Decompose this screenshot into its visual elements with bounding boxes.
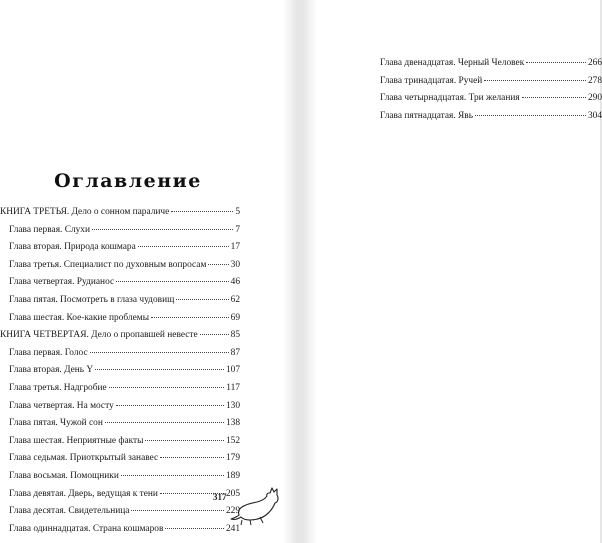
toc-entry-title: Глава тринадцатая. Ручей bbox=[380, 75, 483, 86]
toc-page-number: 152 bbox=[225, 435, 240, 446]
left-page bbox=[0, 0, 297, 543]
toc-chapter-entry bbox=[0, 274, 240, 292]
toc-entry-title: Глава пятая. Чужой сон bbox=[9, 418, 103, 429]
toc-chapter-entry bbox=[0, 380, 240, 398]
toc-entry-title: Глава третья. Надгробие bbox=[9, 382, 107, 393]
toc-entry-title: Глава четвертая. Рудианос bbox=[9, 277, 115, 288]
dot-leader bbox=[92, 229, 233, 230]
toc-entry-title: Глава вторая. Природа кошмара bbox=[9, 242, 136, 253]
toc-page-number: 290 bbox=[587, 93, 602, 104]
toc-entry-title: Глава седьмая. Приоткрытый занавес bbox=[9, 453, 159, 464]
dot-leader bbox=[121, 475, 224, 476]
toc-chapter-entry bbox=[0, 292, 240, 310]
dot-leader bbox=[200, 334, 229, 335]
toc-entry-title: Глава девятая. Дверь, ведущая к тени bbox=[9, 488, 158, 499]
dot-leader bbox=[176, 299, 228, 300]
toc-entry-title: Глава третья. Специалист по духовным вопросам bbox=[9, 259, 207, 270]
toc-entry-title: Глава пятнадцатая. Явь bbox=[380, 110, 473, 121]
dot-leader bbox=[95, 369, 224, 370]
toc-page-number: 266 bbox=[587, 58, 602, 68]
gutter-shadow bbox=[283, 0, 297, 543]
toc-entry-title: Глава восьмая. Помощники bbox=[9, 470, 119, 481]
dot-leader bbox=[484, 80, 586, 81]
toc-entry-title: Глава первая. Слухи bbox=[9, 224, 91, 235]
toc-chapter-entry bbox=[0, 398, 240, 416]
dot-leader bbox=[131, 510, 224, 511]
toc-page-number: 30 bbox=[230, 259, 240, 270]
toc-chapter-entry bbox=[371, 108, 602, 126]
toc-entry-title: КНИГА ТРЕТЬЯ. Дело о сонном параличе bbox=[0, 207, 170, 217]
dot-leader bbox=[105, 422, 224, 423]
toc-entry-title: Глава четвертая. На мосту bbox=[9, 400, 114, 411]
toc-entry-title: КНИГА ЧЕТВЕРТАЯ. Дело о пропавшей невесте bbox=[0, 330, 198, 341]
toc-entry-title: Глава десятая. Свидетельница bbox=[9, 506, 130, 517]
cat-silhouette-icon bbox=[226, 487, 282, 527]
toc-chapter-entry bbox=[0, 345, 240, 363]
toc-page-number: 130 bbox=[225, 400, 240, 411]
toc-chapter-entry bbox=[0, 468, 240, 486]
toc-chapter-entry bbox=[371, 73, 602, 91]
toc-entry-title: Глава пятая. Посмотреть в глаза чудовищ bbox=[9, 294, 175, 305]
gutter-shadow bbox=[303, 0, 317, 543]
dot-leader bbox=[208, 264, 228, 265]
toc-entry-title: Глава вторая. День Y bbox=[9, 365, 94, 376]
toc-entry-title: Глава двенадцатая. Черный Человек bbox=[380, 58, 525, 68]
toc-chapter-entry bbox=[0, 415, 240, 433]
toc-page-number: 5 bbox=[235, 207, 240, 217]
dot-leader bbox=[151, 317, 229, 318]
toc-list-right bbox=[371, 55, 602, 125]
dot-leader bbox=[475, 115, 586, 116]
toc-page-number: 107 bbox=[225, 365, 240, 376]
toc-chapter-entry bbox=[0, 503, 240, 521]
toc-page-number: 205 bbox=[225, 488, 240, 499]
right-page bbox=[303, 0, 600, 543]
dot-leader bbox=[526, 62, 586, 63]
toc-chapter-entry bbox=[0, 239, 240, 257]
toc-chapter-entry bbox=[0, 486, 240, 504]
toc-chapter-entry bbox=[0, 222, 240, 240]
dot-leader bbox=[165, 528, 224, 529]
toc-page-number: 69 bbox=[230, 312, 240, 323]
dot-leader bbox=[160, 457, 224, 458]
toc-page-number: 17 bbox=[230, 242, 240, 253]
dot-leader bbox=[116, 405, 224, 406]
page-number: 317 bbox=[213, 492, 227, 502]
toc-entry-title: Глава четырнадцатая. Три желания bbox=[380, 93, 520, 104]
toc-page-number: 229 bbox=[225, 506, 240, 517]
toc-page-number: 278 bbox=[587, 75, 602, 86]
toc-page-number: 85 bbox=[230, 330, 240, 341]
dot-leader bbox=[138, 246, 229, 247]
toc-entry-title: Глава первая. Голос bbox=[9, 347, 88, 358]
toc-page-number: 46 bbox=[230, 277, 240, 288]
toc-page-number: 117 bbox=[226, 382, 240, 393]
toc-chapter-entry bbox=[0, 362, 240, 380]
toc-page-number: 87 bbox=[230, 347, 240, 358]
toc-chapter-entry bbox=[371, 55, 602, 73]
toc-chapter-entry bbox=[0, 310, 240, 328]
toc-chapter-entry bbox=[371, 90, 602, 108]
dot-leader bbox=[171, 211, 233, 212]
dot-leader bbox=[109, 387, 225, 388]
toc-chapter-entry bbox=[0, 257, 240, 275]
toc-entry-title: Глава шестая. Неприятные факты bbox=[9, 435, 144, 446]
toc-entry-title: Глава шестая. Кое-какие проблемы bbox=[9, 312, 150, 323]
dot-leader bbox=[522, 97, 586, 98]
toc-page-number: 62 bbox=[230, 294, 240, 305]
toc-page-number: 179 bbox=[225, 453, 240, 464]
toc-page-number: 189 bbox=[225, 470, 240, 481]
dot-leader bbox=[90, 352, 229, 353]
toc-book-entry bbox=[0, 327, 240, 345]
toc-list-left bbox=[0, 204, 240, 538]
toc-page-number: 241 bbox=[225, 523, 240, 534]
toc-book-entry bbox=[0, 204, 240, 222]
toc-page-number: 138 bbox=[225, 418, 240, 429]
toc-page-number: 7 bbox=[235, 224, 240, 235]
dot-leader bbox=[145, 440, 223, 441]
dot-leader bbox=[116, 281, 228, 282]
toc-chapter-entry bbox=[0, 450, 240, 468]
toc-page-number: 304 bbox=[587, 110, 602, 121]
toc-title: Оглавление bbox=[54, 170, 202, 192]
toc-chapter-entry bbox=[0, 521, 240, 539]
toc-chapter-entry bbox=[0, 433, 240, 451]
toc-entry-title: Глава одиннадцатая. Страна кошмаров bbox=[9, 523, 164, 534]
